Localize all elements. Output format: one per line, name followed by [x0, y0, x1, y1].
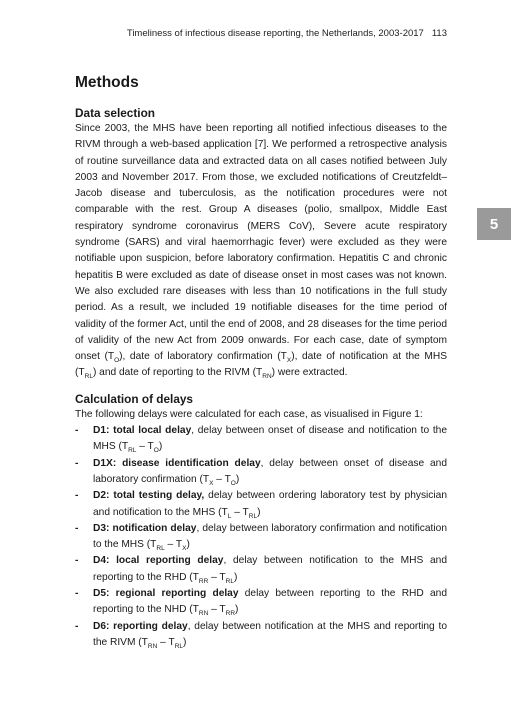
bullet-dash: -: [75, 588, 79, 600]
list-item-d1x: [75, 456, 447, 489]
list-item-d3: [75, 521, 447, 554]
delay-label: D2: total testing delay,: [93, 490, 205, 502]
bullet-dash: -: [75, 490, 79, 502]
text-run: ): [235, 473, 240, 485]
text-run: ): [235, 604, 239, 616]
list-item-d2: [75, 488, 447, 521]
text-run: ), date of notification at the MHS (T: [75, 351, 448, 379]
bullet-dash: -: [75, 555, 79, 567]
subscript: RL: [174, 642, 183, 650]
running-title: Timeliness of infectious disease reporting, the Netherlands, 2003-2017: [126, 28, 424, 39]
subscript: RR: [198, 577, 209, 585]
delay-label: D1X: disease identification delay: [93, 457, 261, 469]
running-header: [0, 28, 447, 39]
subscript: X: [286, 357, 292, 365]
calculation-intro: The following delays were calculated for each case, as visualised in Figure 1:: [75, 408, 423, 420]
text-run: delay between reporting to the RHD and reporting to the NHD (T: [93, 588, 448, 616]
text-run: ): [257, 506, 261, 518]
delay-label: D6: reporting delay: [93, 620, 188, 632]
text-run: – T: [208, 604, 226, 616]
bullet-dash: -: [75, 522, 79, 534]
list-item-d4: [75, 553, 447, 586]
subscript: RN: [147, 642, 158, 650]
subsection-heading-calculation: Calculation of delays: [75, 391, 193, 406]
subscript: RN: [198, 610, 209, 618]
text-run: – T: [164, 539, 183, 551]
article-body: [75, 74, 447, 651]
chapter-number: 5: [489, 215, 499, 233]
text-run: – T: [157, 636, 175, 648]
text-run: ): [233, 571, 238, 583]
text-run: ): [186, 539, 190, 551]
bullet-dash: -: [75, 620, 79, 632]
subscript: RL: [225, 577, 234, 585]
delay-label: D5: regional reporting delay: [93, 588, 239, 600]
text-run: ): [158, 441, 163, 453]
subscript: RL: [156, 545, 165, 553]
delay-label: D3: notification delay: [93, 522, 197, 534]
subscript: X: [182, 545, 187, 553]
subscript: O: [230, 479, 236, 487]
text-run: , delay between onset of disease and notification to the MHS (T: [93, 425, 447, 453]
bullet-dash: -: [75, 457, 79, 469]
list-item-d1: [75, 423, 447, 456]
text-run: , delay between laboratory confirmation and notification to the MHS (T: [93, 522, 447, 551]
text-run: – T: [136, 441, 154, 453]
text-run: – T: [231, 506, 249, 518]
text-run: – T: [213, 473, 231, 485]
subscript: X: [209, 479, 214, 487]
delay-label: D4: local reporting delay: [93, 555, 224, 567]
section-title: Methods: [75, 74, 139, 91]
text-run: delay between ordering laboratory test by physician and notification to the MHS (T: [93, 490, 447, 518]
subsection-heading-data-selection: Data selection: [75, 106, 155, 120]
chapter-tab: [477, 208, 511, 240]
list-item-d5: [75, 586, 447, 619]
text-run: , delay between notification at the MHS and reporting to the RIVM (T: [93, 620, 447, 648]
text-run: Since 2003, the MHS have been reporting all notified infectious diseases to the RIVM through a web-based application [7]. We performed a retrospective analysis of routine surveillance data and extracted data on all cases notified between July 2003 and November 2017. From those, we excluded notifications of Creutzfeldt–Jacob disease and tuberculosis, as the notification procedures were not comparable with the rest. Group A diseases (polio, smallpox, Middle East respiratory syndrome coronavirus (MERS CoV), Severe acute respiratory syndrome (SARS) and viral haemorrhagic fever) were excluded as they were notifiable upon suspicion, before laboratory confirmation. Hepatitis C and chronic hepatitis B were excluded as date of disease onset in most cases was not known. We also excluded rare diseases with less than 10 notifications in the full study period. As a result, we included 19 notifiable diseases for the time period of validity of the former Act, until the end of 2008, and 28 diseases for the time period of validity of the new Act from 2009 onwards. For each case, date of symptom onset (T: [75, 123, 447, 363]
bullet-dash: -: [75, 425, 79, 437]
text-run: ) and date of reporting to the RIVM (T: [92, 367, 263, 379]
text-run: , delay between notification to the MHS and reporting to the RHD (T: [93, 555, 447, 583]
subscript: O: [153, 447, 159, 455]
delay-list: [75, 423, 447, 651]
subscript: L: [227, 512, 232, 520]
list-item-d6: [75, 619, 447, 652]
text-run: ) were extracted.: [271, 367, 348, 379]
text-run: ): [183, 636, 187, 648]
page-number: 113: [431, 28, 447, 39]
subscript: RL: [84, 373, 93, 381]
text-run: – T: [208, 571, 226, 583]
text-run: ), date of laboratory confirmation (T: [119, 351, 287, 363]
text-run: , delay between onset of disease and laboratory confirmation (T: [93, 457, 447, 485]
subscript: O: [114, 357, 120, 365]
subscript: RL: [248, 512, 258, 520]
subscript: RL: [128, 447, 137, 455]
subscript: RR: [225, 610, 236, 618]
subscript: RN: [262, 373, 272, 381]
delay-label: D1: total local delay: [93, 425, 192, 437]
data-selection-paragraph: [75, 121, 447, 382]
